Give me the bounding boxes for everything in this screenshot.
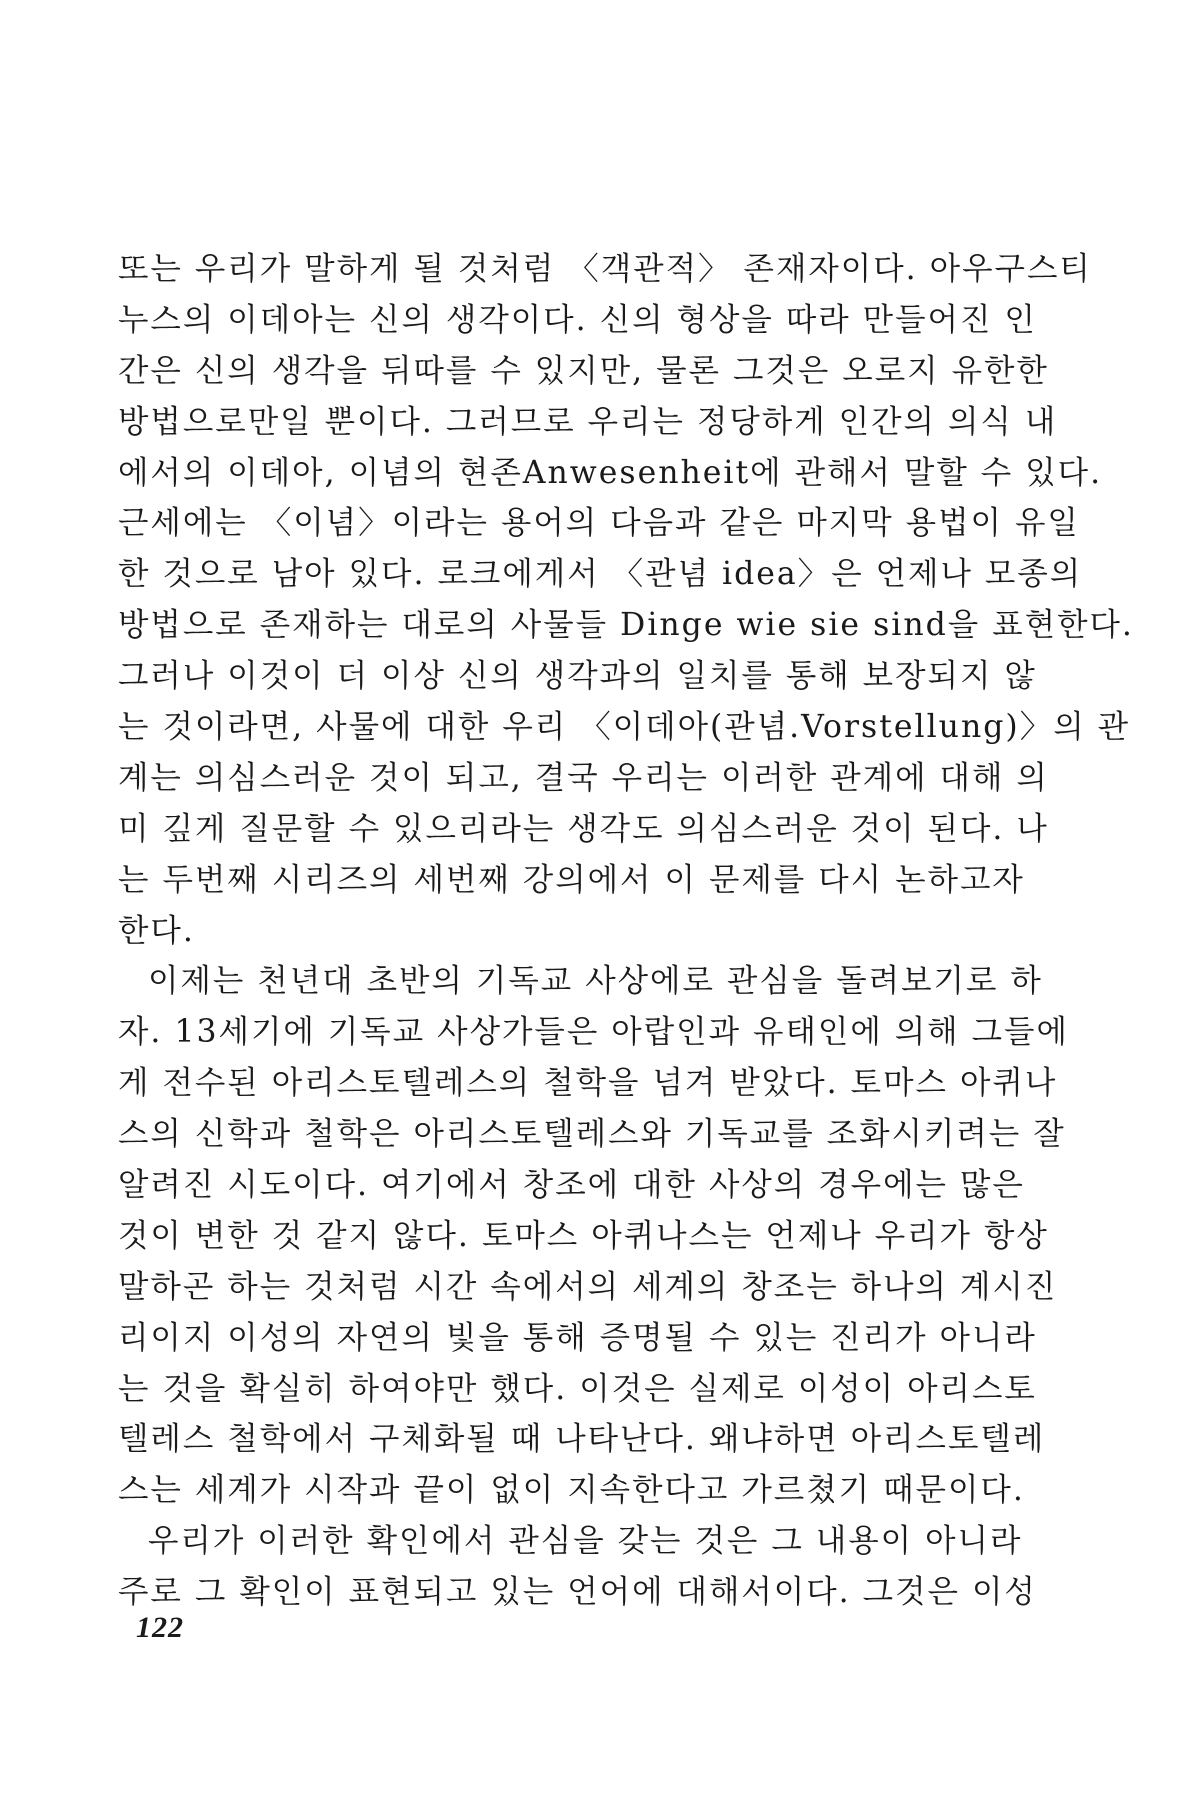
text-line: 알려진 시도이다. 여기에서 창조에 대한 사상의 경우에는 많은 xyxy=(118,1167,1025,1204)
text-line: 근세에는 〈이념〉이라는 용어의 다음과 같은 마지막 용법이 유일 xyxy=(118,505,1080,542)
text-line: 주로 그 확인이 표현되고 있는 언어에 대해서이다. 그것은 이성 xyxy=(118,1574,1037,1611)
text-line: 계는 의심스러운 것이 되고, 결국 우리는 이러한 관계에 대해 의 xyxy=(118,759,1049,796)
text-line: 말하곤 하는 것처럼 시간 속에서의 세계의 창조는 하나의 계시진 xyxy=(118,1268,1058,1305)
text-line: 스는 세계가 시작과 끝이 없이 지속한다고 가르쳤기 때문이다. xyxy=(118,1472,1025,1509)
text-line: 게 전수된 아리스토텔레스의 철학을 넘겨 받았다. 토마스 아퀴나 xyxy=(118,1065,1058,1102)
text-line: 미 깊게 질문할 수 있으리라는 생각도 의심스러운 것이 된다. 나 xyxy=(118,810,1049,847)
text-line: 우리가 이러한 확인에서 관심을 갖는 것은 그 내용이 아니라 xyxy=(148,1523,1023,1560)
text-line: 리이지 이성의 자연의 빛을 통해 증명될 수 있는 진리가 아니라 xyxy=(118,1319,1037,1356)
text-line: 는 것을 확실히 하여야만 했다. 이것은 실제로 이성이 아리스토 xyxy=(118,1370,1037,1407)
text-line: 방법으로만일 뿐이다. 그러므로 우리는 정당하게 인간의 의식 내 xyxy=(118,403,1058,440)
text-line: 누스의 이데아는 신의 생각이다. 신의 형상을 따라 만들어진 인 xyxy=(118,301,1037,338)
text-line: 에서의 이데아, 이념의 현존Anwesenheit에 관해서 말할 수 있다. xyxy=(118,454,1103,491)
text-line: 간은 신의 생각을 뒤따를 수 있지만, 물론 그것은 오로지 유한한 xyxy=(118,352,1049,389)
text-line: 이제는 천년대 초반의 기독교 사상에로 관심을 돌려보기로 하 xyxy=(148,963,1043,1000)
text-line: 는 것이라면, 사물에 대한 우리 〈이데아(관념.Vorstellung)〉의 관 xyxy=(118,709,1131,746)
text-line: 한 것으로 남아 있다. 로크에게서 〈관념 idea〉은 언제나 모종의 xyxy=(118,556,1083,593)
page-number: 122 xyxy=(136,1611,184,1644)
text-line: 방법으로 존재하는 대로의 사물들 Dinge wie sie sind을 표현한다. xyxy=(118,607,1134,644)
text-line: 또는 우리가 말하게 될 것처럼 〈객관적〉 존재자이다. 아우구스티 xyxy=(118,251,1092,287)
text-line: 한다. xyxy=(118,912,195,949)
body-text xyxy=(118,244,1134,1618)
text-line: 는 두번째 시리즈의 세번째 강의에서 이 문제를 다시 논하고자 xyxy=(118,861,1025,898)
text-line: 것이 변한 것 같지 않다. 토마스 아퀴나스는 언제나 우리가 항상 xyxy=(118,1217,1049,1254)
text-line: 스의 신학과 철학은 아리스토텔레스와 기독교를 조화시키려는 잘 xyxy=(118,1116,1066,1153)
text-line: 그러나 이것이 더 이상 신의 생각과의 일치를 통해 보장되지 않 xyxy=(118,658,1037,695)
text-line: 텔레스 철학에서 구체화될 때 나타난다. 왜냐하면 아리스토텔레 xyxy=(118,1421,1046,1458)
text-line: 자. 13세기에 기독교 사상가들은 아랍인과 유태인에 의해 그들에 xyxy=(118,1014,1069,1051)
